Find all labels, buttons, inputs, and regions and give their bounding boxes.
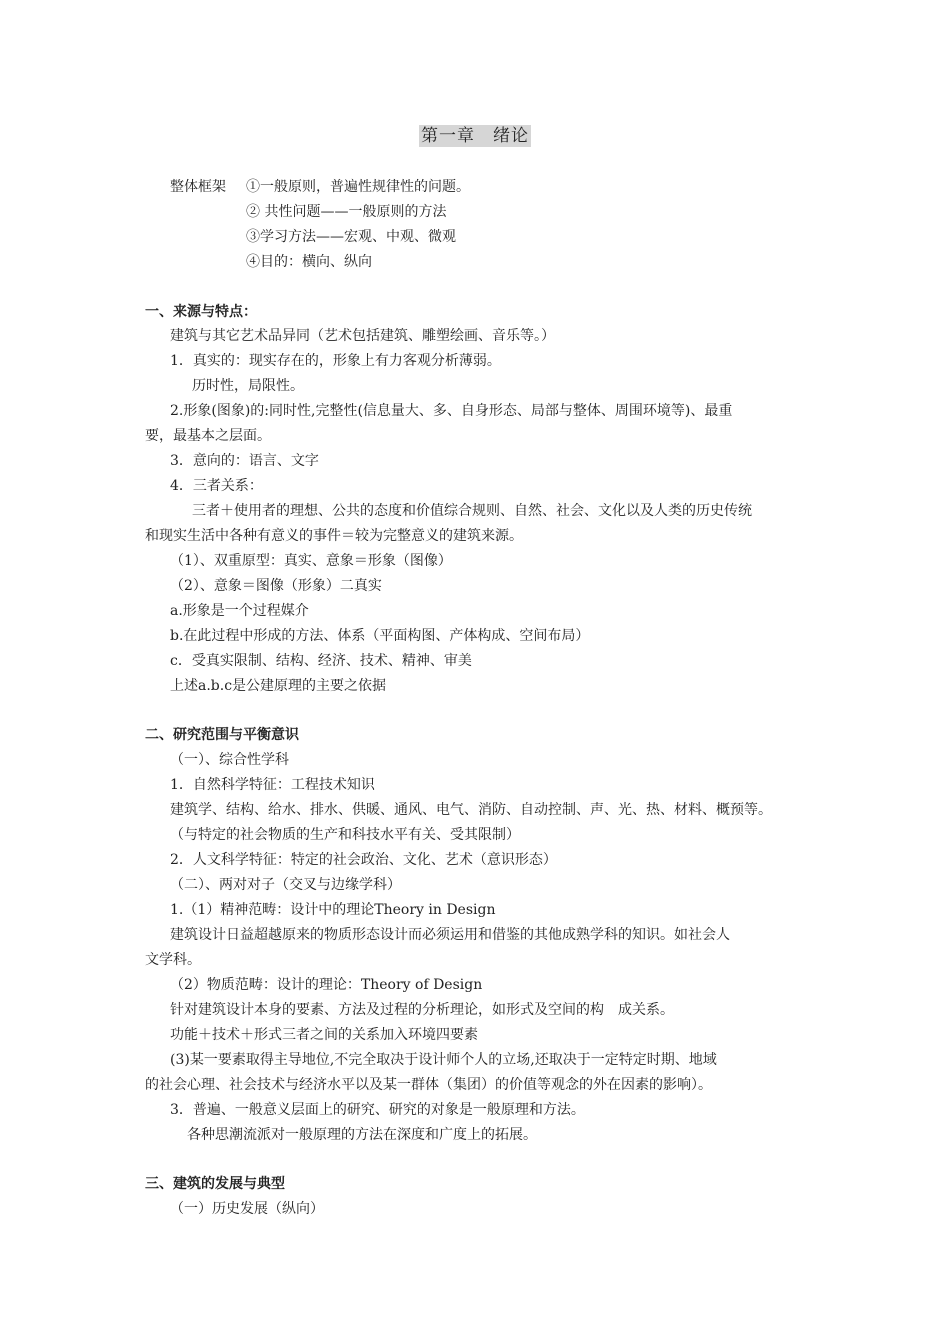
paragraph-line: （与特定的社会物质的生产和科技水平有关、受其限制） <box>170 827 520 843</box>
paragraph-line: (3)某一要素取得主导地位,不完全取决于设计师个人的立场,还取决于一定特定时期、地域 <box>170 1052 717 1068</box>
paragraph-line: 的社会心理、社会技术与经济水平以及某一群体（集团）的价值等观念的外在因素的影响）。 <box>145 1077 712 1093</box>
paragraph-line: c．受真实限制、结构、经济、技术、精神、审美 <box>170 653 472 669</box>
paragraph-line: （一）、综合性学科 <box>170 752 289 768</box>
framework-item: ①一般原则，普遍性规律性的问题。 <box>246 179 470 195</box>
paragraph-line: b.在此过程中形成的方法、体系（平面构图、产体构成、空间布局） <box>170 628 590 644</box>
paragraph-line: （2）物质范畴：设计的理论：Theory of Design <box>170 977 483 993</box>
paragraph-line: （二）、两对对子（交叉与边缘学科） <box>170 877 401 893</box>
paragraph-line: （一）历史发展（纵向） <box>170 1201 324 1217</box>
framework-label: 整体框架 <box>170 179 226 195</box>
paragraph-line: 1.（1）精神范畴：设计中的理论Theory in Design <box>170 902 496 918</box>
paragraph-line: 1．真实的：现实存在的，形象上有力客观分析薄弱。 <box>170 353 501 369</box>
paragraph-line: 历时性，局限性。 <box>192 378 304 394</box>
chapter-title <box>0 124 950 148</box>
paragraph-line: 4．三者关系： <box>170 478 263 494</box>
paragraph-line: 三者＋使用者的理想、公共的态度和价值综合规则、自然、社会、文化以及人类的历史传统 <box>192 503 752 519</box>
paragraph-line: 建筑设计日益超越原来的物质形态设计而必须运用和借鉴的其他成熟学科的知识。如社会人 <box>170 927 730 943</box>
paragraph-line: 功能＋技术＋形式三者之间的关系加入环境四要素 <box>170 1027 478 1043</box>
section-heading: 三、建筑的发展与典型 <box>145 1176 285 1192</box>
paragraph-line: 3．意向的：语言、文字 <box>170 453 319 469</box>
paragraph-line: 2.形象(图象)的:同时性,完整性(信息量大、多、自身形态、局部与整体、周围环境等)、最重 <box>170 403 733 419</box>
section-heading: 一、来源与特点： <box>145 304 257 320</box>
framework-item: ② 共性问题——一般原则的方法 <box>246 204 447 220</box>
framework-item: ④目的：横向、纵向 <box>246 254 372 270</box>
paragraph-line: 和现实生活中各种有意义的事件＝较为完整意义的建筑来源。 <box>145 528 523 544</box>
paragraph-line: 2．人文科学特征：特定的社会政治、文化、艺术（意识形态） <box>170 852 557 868</box>
paragraph-line: 3．普遍、一般意义层面上的研究、研究的对象是一般原理和方法。 <box>170 1102 585 1118</box>
paragraph-line: a.形象是一个过程媒介 <box>170 603 309 619</box>
paragraph-line: 各种思潮流派对一般原理的方法在深度和广度上的拓展。 <box>187 1127 537 1143</box>
paragraph-line: 1．自然科学特征：工程技术知识 <box>170 777 375 793</box>
paragraph-line: 文学科。 <box>145 952 201 968</box>
paragraph-line: 针对建筑设计本身的要素、方法及过程的分析理论，如形式及空间的构 成关系。 <box>170 1002 674 1018</box>
paragraph-line: 要，最基本之层面。 <box>145 428 271 444</box>
paragraph-line: 建筑学、结构、给水、排水、供暖、通风、电气、消防、自动控制、声、光、热、材料、概预等。 <box>170 802 772 818</box>
framework-item: ③学习方法——宏观、中观、微观 <box>246 229 456 245</box>
chapter-title-text: 第一章 绪论 <box>421 126 529 146</box>
paragraph-line: （1）、双重原型：真实、意象＝形象（图像） <box>170 553 452 569</box>
paragraph-line: 上述a.b.c是公建原理的主要之依据 <box>170 678 387 694</box>
paragraph-line: 建筑与其它艺术品异同（艺术包括建筑、雕塑绘画、音乐等。） <box>170 328 555 344</box>
paragraph-line: （2）、意象＝图像（形象）二真实 <box>170 578 382 594</box>
section-heading: 二、研究范围与平衡意识 <box>145 727 299 743</box>
